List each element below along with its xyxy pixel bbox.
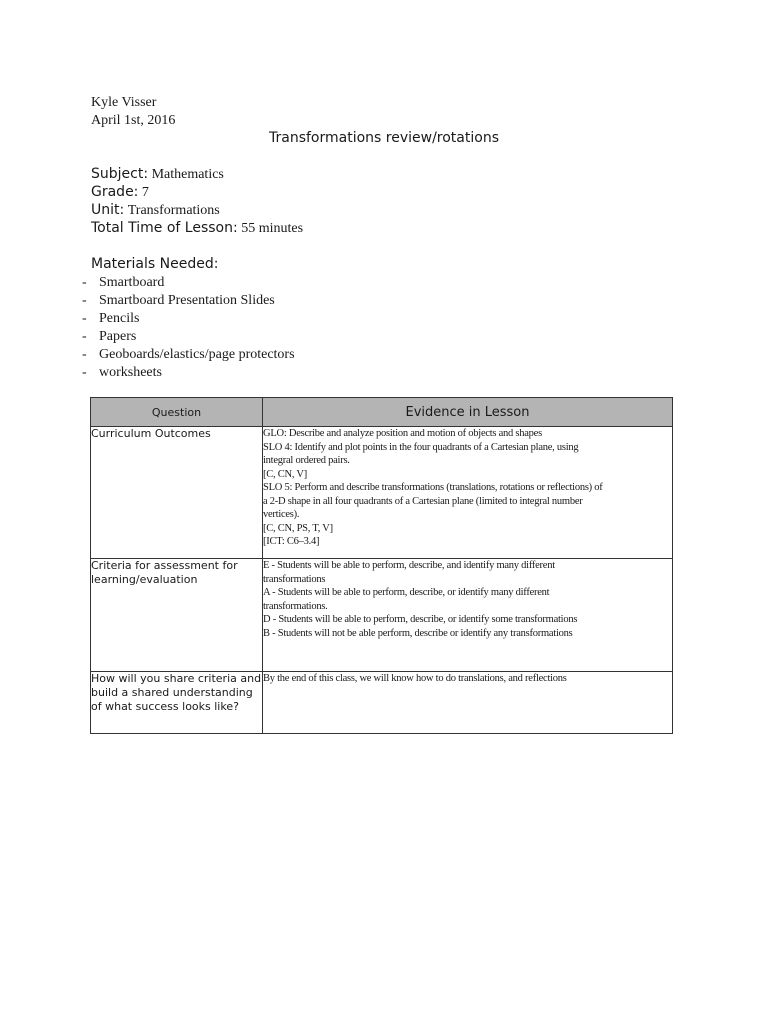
evidence-line: D - Students will be able to perform, describe, or identify some transformations (263, 614, 578, 625)
bullet-dash: - (82, 329, 87, 344)
evidence-line: SLO 4: Identify and plot points in the four quadrants of a Cartesian plane, using (263, 441, 579, 453)
evidence-line: SLO 5: Perform and describe transformations (translations, rotations or reflections) of (263, 482, 603, 493)
column-header-question: Question (91, 398, 263, 427)
evidence-line: a 2-D shape in all four quadrants of a Cartesian plane (limited to integral number (263, 495, 583, 507)
unit-value: Transformations (127, 203, 220, 218)
list-item (82, 292, 295, 310)
author-name: Kyle Visser (91, 95, 157, 110)
bullet-dash: - (82, 347, 87, 362)
table-row (91, 427, 673, 559)
subject-line (91, 165, 224, 184)
table-row (91, 672, 673, 734)
material-label: Geoboards/elastics/page protectors (99, 347, 295, 362)
question-cell: Curriculum Outcomes (91, 427, 263, 559)
evidence-line: [C, CN, V] (263, 468, 307, 480)
bullet-dash: - (82, 275, 87, 290)
list-item (82, 274, 295, 292)
evidence-line: transformations. (263, 600, 328, 612)
evidence-cell (263, 672, 673, 734)
time-value: 55 minutes (241, 221, 304, 236)
grade-line (91, 183, 149, 202)
evidence-line: transformations (263, 573, 326, 585)
evidence-line: integral ordered pairs. (263, 455, 350, 466)
subject-value: Mathematics (151, 167, 224, 182)
list-item (82, 328, 295, 346)
material-label: worksheets (99, 365, 162, 380)
unit-line (91, 201, 220, 220)
material-label: Papers (99, 329, 137, 344)
material-label: Pencils (99, 311, 140, 326)
evidence-line: GLO: Describe and analyze position and motion of objects and shapes (263, 428, 542, 439)
lesson-table (90, 397, 673, 734)
lesson-date: April 1st, 2016 (91, 113, 176, 128)
evidence-line: A - Students will be able to perform, describe, or identify many different (263, 587, 550, 598)
list-item (82, 364, 295, 382)
bullet-dash: - (82, 365, 87, 380)
evidence-line: [ICT: C6–3.4] (263, 536, 320, 547)
evidence-line: vertices). (263, 509, 300, 520)
evidence-cell (263, 559, 673, 672)
document-title: Transformations review/rotations (269, 130, 499, 146)
evidence-line: By the end of this class, we will know how to do translations, and reflections (263, 673, 567, 684)
question-cell: Criteria for assessment for learning/evaluation (91, 559, 263, 672)
materials-heading: Materials Needed: (91, 256, 219, 272)
bullet-dash: - (82, 293, 87, 308)
material-label: Smartboard Presentation Slides (99, 293, 275, 308)
list-item (82, 346, 295, 364)
evidence-line: [C, CN, PS, T, V] (263, 522, 333, 534)
unit-label: Unit: (91, 202, 125, 218)
column-header-evidence: Evidence in Lesson (263, 398, 673, 427)
evidence-line: E - Students will be able to perform, describe, and identify many different (263, 560, 555, 571)
evidence-line: B - Students will not be able perform, describe or identify any transformations (263, 627, 573, 639)
subject-label: Subject: (91, 166, 149, 182)
question-cell: How will you share criteria and build a shared understanding of what success looks like? (91, 672, 263, 734)
time-line (91, 219, 303, 238)
bullet-dash: - (82, 311, 87, 326)
table-row (91, 559, 673, 672)
evidence-cell (263, 427, 673, 559)
materials-list (82, 274, 295, 382)
table-header-row (91, 398, 673, 427)
grade-value: 7 (141, 185, 149, 200)
time-label: Total Time of Lesson: (91, 220, 238, 236)
material-label: Smartboard (99, 275, 165, 290)
list-item (82, 310, 295, 328)
grade-label: Grade: (91, 184, 139, 200)
